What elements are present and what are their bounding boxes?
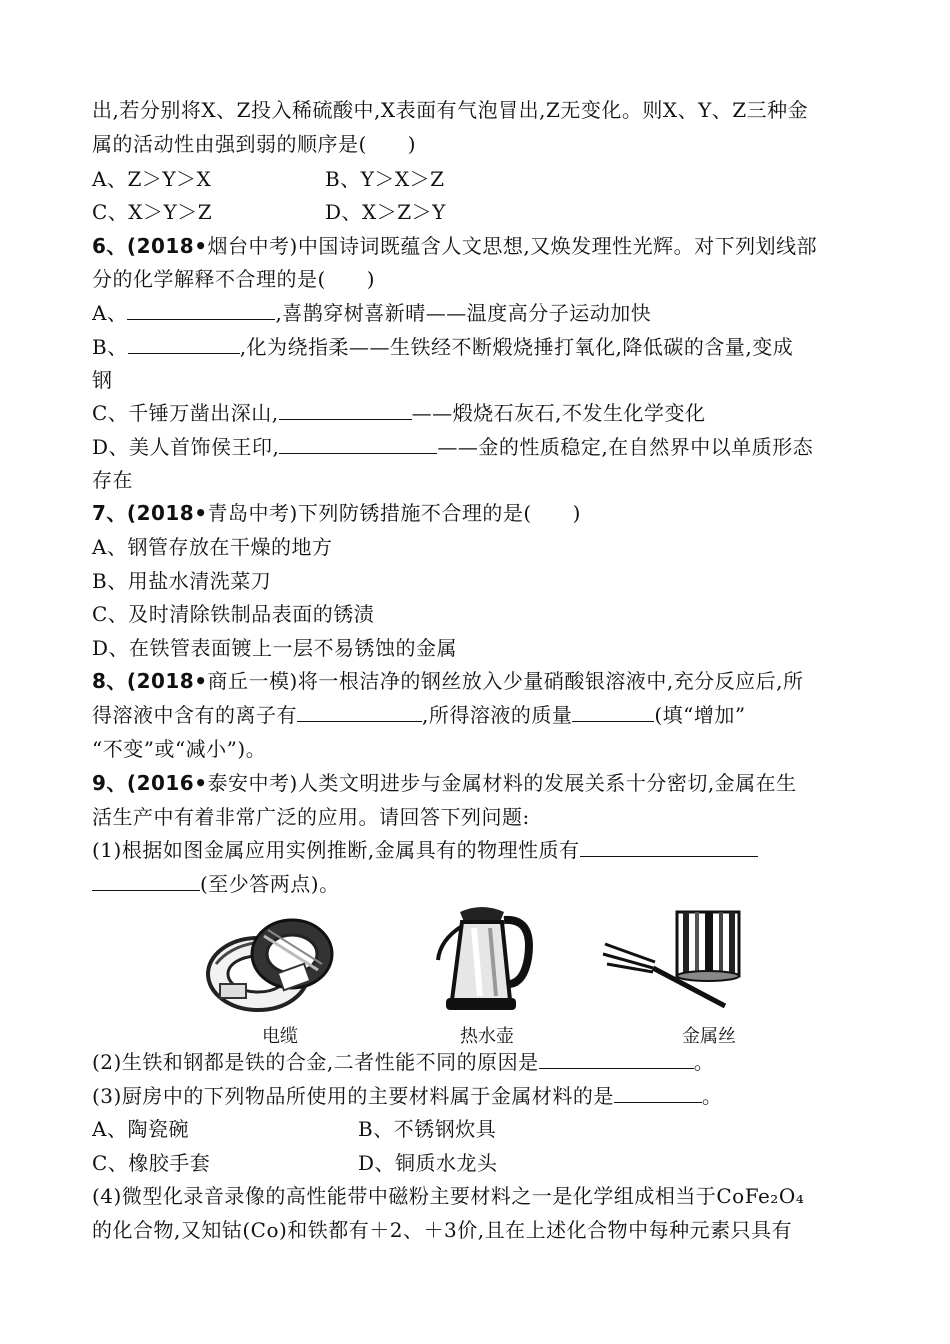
q9-part3 bbox=[92, 1084, 722, 1108]
q5-option-b: B、Y＞X＞Z bbox=[325, 167, 445, 191]
q8-stem-text: 商丘一模)将一根洁净的钢丝放入少量硝酸银溶液中,充分反应后,所 bbox=[207, 669, 804, 693]
q7-option-a: A、钢管存放在干燥的地方 bbox=[92, 535, 333, 559]
q7-stem bbox=[92, 501, 581, 525]
q9-part3-end: 。 bbox=[701, 1084, 723, 1108]
q8-text-a: 得溶液中含有的离子有 bbox=[92, 703, 297, 727]
q6-number: 6、 bbox=[92, 234, 127, 258]
q8-mass-blank[interactable] bbox=[572, 703, 654, 722]
q9-part2 bbox=[92, 1050, 714, 1074]
q6-option-c-text: C、千锤万凿出深山, bbox=[92, 401, 279, 425]
q7-option-c: C、及时清除铁制品表面的锈渍 bbox=[92, 602, 375, 626]
q9-part1-text: (1)根据如图金属应用实例推断,金属具有的物理性质有 bbox=[92, 838, 580, 862]
q9-part3-option-c: C、橡胶手套 bbox=[92, 1151, 211, 1175]
q9-part4-formula: CoFe₂O₄ bbox=[716, 1184, 805, 1208]
q9-stem-text: 泰安中考)人类文明进步与金属材料的发展关系十分密切,金属在生 bbox=[207, 771, 797, 795]
q6-option-c bbox=[92, 401, 706, 425]
q9-source: (2016• bbox=[126, 771, 208, 795]
q6-option-b-cont: 钢 bbox=[92, 368, 113, 392]
q6-stem-text: 烟台中考)中国诗词既蕴含人文思想,又焕发理性光辉。对下列划线部 bbox=[207, 234, 818, 258]
q6-option-b-label: B、 bbox=[92, 335, 128, 359]
q6-option-d-blank[interactable] bbox=[279, 435, 437, 454]
q5-stem-line1: 出,若分别将X、Z投入稀硫酸中,X表面有气泡冒出,Z无变化。则X、Y、Z三种金 bbox=[92, 98, 809, 122]
q9-part4-line1 bbox=[92, 1184, 804, 1208]
q6-option-d-cont: 存在 bbox=[92, 468, 133, 492]
q6-option-d-text: D、美人首饰侯王印, bbox=[92, 435, 280, 459]
q6-option-c-blank[interactable] bbox=[279, 401, 412, 420]
metal-application-figures bbox=[200, 900, 800, 1045]
q7-stem-text: 青岛中考)下列防锈措施不合理的是( ) bbox=[207, 501, 581, 525]
q6-option-a-blank[interactable] bbox=[127, 301, 275, 320]
q8-stem-line1 bbox=[92, 669, 804, 693]
q5-option-a: A、Z＞Y＞X bbox=[92, 167, 212, 191]
q9-number: 9、 bbox=[92, 771, 127, 795]
q6-option-a-label: A、 bbox=[92, 301, 128, 325]
q9-part4-text: (4)微型化录音录像的高性能带中磁粉主要材料之一是化学组成相当于 bbox=[92, 1184, 717, 1208]
q7-option-b: B、用盐水清洗菜刀 bbox=[92, 569, 272, 593]
q9-part4-line2: 的化合物,又知钴(Co)和铁都有＋2、＋3价,且在上述化合物中每种元素只具有 bbox=[92, 1218, 793, 1242]
q8-text-b: ,所得溶液的质量 bbox=[422, 703, 573, 727]
q9-part3-option-b: B、不锈钢炊具 bbox=[358, 1117, 497, 1141]
q9-part1-cont bbox=[92, 872, 340, 896]
q6-option-a-text: ,喜鹊穿树喜新晴——温度高分子运动加快 bbox=[275, 301, 652, 325]
kettle-image bbox=[432, 900, 542, 1020]
q6-stem-line1 bbox=[92, 234, 817, 258]
q9-part3-blank[interactable] bbox=[614, 1084, 702, 1103]
q9-stem-line1 bbox=[92, 771, 797, 795]
wire-image bbox=[595, 908, 755, 1013]
wire-caption: 金属丝 bbox=[682, 1026, 736, 1047]
q6-option-d-tail: ——金的性质稳定,在自然界中以单质形态 bbox=[437, 435, 814, 459]
q7-source: (2018• bbox=[126, 501, 208, 525]
q9-part1 bbox=[92, 838, 758, 862]
q6-stem-line2: 分的化学解释不合理的是( ) bbox=[92, 267, 376, 291]
q9-part3-text: (3)厨房中的下列物品所使用的主要材料属于金属材料的是 bbox=[92, 1084, 614, 1108]
q7-option-d: D、在铁管表面镀上一层不易锈蚀的金属 bbox=[92, 636, 458, 660]
q6-option-c-tail: ——煅烧石灰石,不发生化学变化 bbox=[411, 401, 706, 425]
q5-stem-line2: 属的活动性由强到弱的顺序是( ) bbox=[92, 132, 417, 156]
q9-stem-line2: 活生产中有着非常广泛的应用。请回答下列问题: bbox=[92, 805, 530, 829]
q6-option-b bbox=[92, 335, 793, 359]
q8-stem-line2 bbox=[92, 703, 746, 727]
q9-part3-option-a: A、陶瓷碗 bbox=[92, 1117, 189, 1141]
q9-part2-text: (2)生铁和钢都是铁的合金,二者性能不同的原因是 bbox=[92, 1050, 539, 1074]
q6-option-b-blank[interactable] bbox=[128, 335, 240, 354]
q6-source: (2018• bbox=[126, 234, 208, 258]
q6-option-b-text: ,化为绕指柔——生铁经不断煅烧捶打氧化,降低碳的含量,变成 bbox=[239, 335, 794, 359]
q5-option-d: D、X＞Z＞Y bbox=[325, 200, 446, 224]
q9-part1-cont-text: (至少答两点)。 bbox=[200, 872, 340, 896]
q9-part1-blank-cont[interactable] bbox=[92, 872, 200, 891]
q7-number: 7、 bbox=[92, 501, 127, 525]
q9-part1-blank[interactable] bbox=[580, 838, 758, 857]
cable-caption: 电缆 bbox=[262, 1026, 298, 1047]
q8-number: 8、 bbox=[92, 669, 127, 693]
cable-image bbox=[200, 906, 340, 1016]
q9-part2-blank[interactable] bbox=[539, 1050, 694, 1069]
q6-option-d bbox=[92, 435, 813, 459]
q9-part2-end: 。 bbox=[693, 1050, 715, 1074]
kettle-caption: 热水壶 bbox=[460, 1026, 514, 1047]
q6-option-a bbox=[92, 301, 651, 325]
q8-stem-line3: “不变”或“减小”)。 bbox=[92, 737, 267, 761]
q8-text-c: (填“增加” bbox=[654, 703, 746, 727]
q8-source: (2018• bbox=[126, 669, 208, 693]
q9-part3-option-d: D、铜质水龙头 bbox=[358, 1151, 498, 1175]
q8-ions-blank[interactable] bbox=[297, 703, 422, 722]
q5-option-c: C、X＞Y＞Z bbox=[92, 200, 213, 224]
